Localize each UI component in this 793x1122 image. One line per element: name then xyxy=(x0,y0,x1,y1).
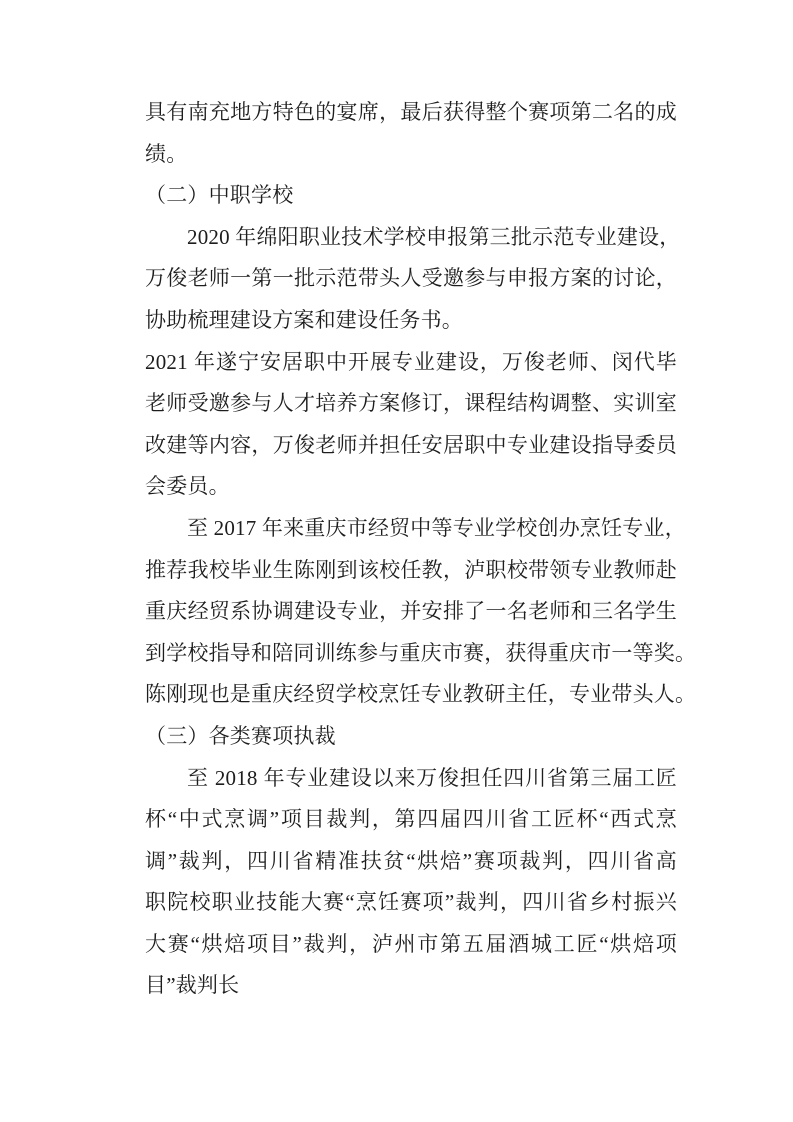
text-line: 至 2018 年专业建设以来万俊担任四川省第三届工匠 xyxy=(187,765,677,790)
text-line: （三）各类赛项执裁 xyxy=(145,723,336,748)
text-line: 老师受邀参与人才培养方案修订，课程结构调整、实训室 xyxy=(145,391,677,416)
text-line: 陈刚现也是重庆经贸学校烹饪专业教研主任，专业带头人。 xyxy=(145,682,697,707)
section-heading xyxy=(145,175,677,217)
text-line: 万俊老师一第一批示范带头人受邀参与申报方案的讨论， xyxy=(145,266,677,291)
text-line: 协助梳理建设方案和建设任务书。 xyxy=(145,307,463,332)
paragraph xyxy=(145,217,681,342)
text-line: 杯“中式烹调”项目裁判，第四届四川省工匠杯“西式烹 xyxy=(145,807,677,832)
paragraph xyxy=(145,92,677,175)
text-line: 大赛“烘焙项目”裁判，泸州市第五届酒城工匠“烘焙项 xyxy=(145,931,677,956)
text-line: 目”裁判长 xyxy=(145,973,240,998)
text-line: （二）中职学校 xyxy=(145,183,294,208)
text-content xyxy=(145,92,697,1007)
text-line: 具有南充地方特色的宴席，最后获得整个赛项第二名的成 xyxy=(145,100,677,124)
text-line: 绩。 xyxy=(145,141,188,166)
text-line: 至 2017 年来重庆市经贸中等专业学校创办烹饪专业， xyxy=(187,515,686,540)
text-line: 调”裁判，四川省精准扶贫“烘焙”赛项裁判，四川省高 xyxy=(145,848,677,873)
text-line: 改建等内容，万俊老师并担任安居职中专业建设指导委员 xyxy=(145,432,677,457)
text-line: 推荐我校毕业生陈刚到该校任教，泸职校带领专业教师赴 xyxy=(145,557,677,582)
text-line: 2020 年绵阳职业技术学校申报第三批示范专业建设， xyxy=(187,224,681,249)
paragraph xyxy=(145,508,697,716)
paragraph xyxy=(145,758,677,1008)
text-line: 到学校指导和陪同训练参与重庆市赛，获得重庆市一等奖。 xyxy=(145,640,697,665)
text-line: 2021 年遂宁安居职中开展专业建设，万俊老师、闵代毕 xyxy=(145,349,677,374)
section-heading xyxy=(145,716,677,758)
paragraph xyxy=(145,342,677,508)
text-line: 职院校职业技能大赛“烹饪赛项”裁判，四川省乡村振兴 xyxy=(145,890,677,915)
text-line: 重庆经贸系协调建设专业，并安排了一名老师和三名学生 xyxy=(145,599,677,624)
text-line: 会委员。 xyxy=(145,474,230,499)
